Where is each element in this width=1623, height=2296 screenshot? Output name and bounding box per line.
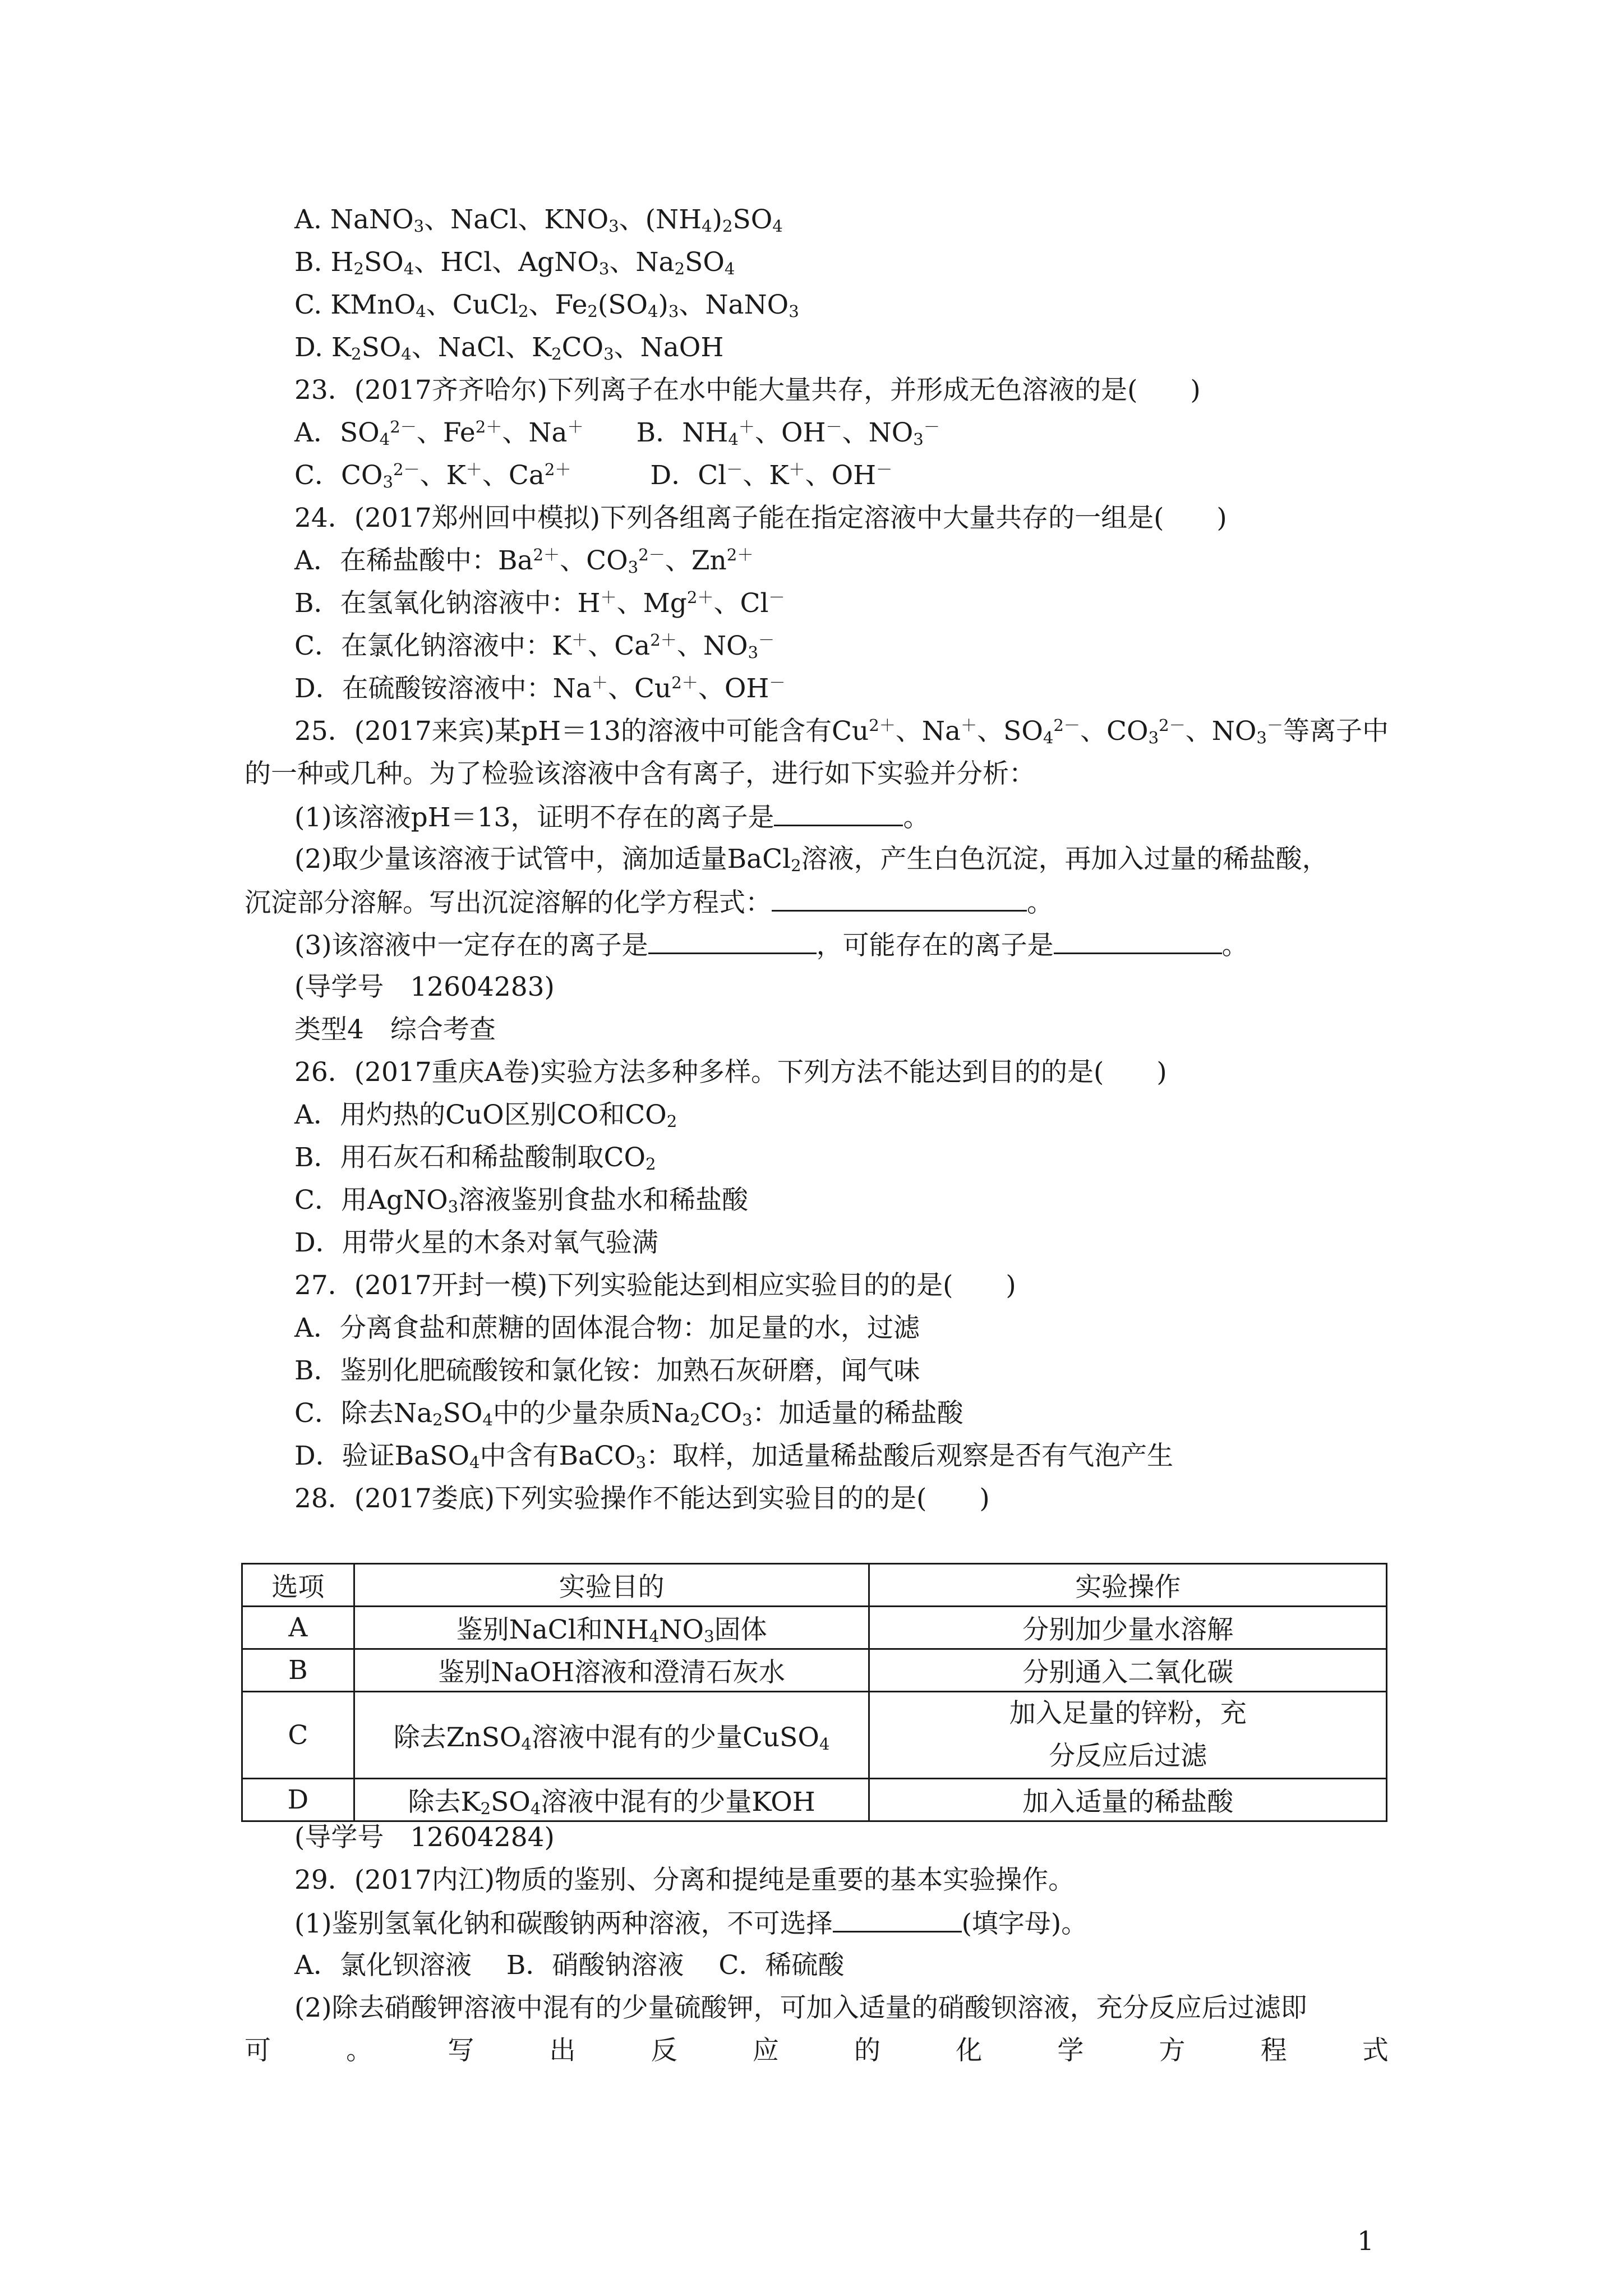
q28-table: [241, 1563, 1387, 1822]
q29-part2-char: 式: [1362, 2035, 1389, 2066]
q23-options-row2: C．$CO_3^{2-}$、K＋、$Ca^{2+}$ D．Cl－、K＋、OH－: [294, 459, 893, 491]
q25-part1: (1)该溶液pH＝13，证明不存在的离子是 。: [294, 800, 929, 835]
q25-part2-line1: (2)取少量该溶液于试管中，滴加适量BaCl$_2$溶液，产生白色沉淀，再加入过量的稀盐酸，: [294, 844, 1329, 875]
q26-option-c: C．用AgNO$_3$溶液鉴别食盐水和稀盐酸: [294, 1185, 749, 1216]
row-operation: 加入足量的锌粉，充 分反应后过滤: [869, 1692, 1387, 1779]
q27-option-a: A．分离食盐和蔗糖的固体混合物：加足量的水，过滤: [294, 1313, 920, 1343]
q24-stem: 24．(2017郑州回中模拟)下列各组离子能在指定溶液中大量共存的一组是( ): [294, 503, 1227, 533]
q29-part2-char: 方: [1159, 2035, 1186, 2066]
table-row: [242, 1607, 1387, 1649]
row-option: D: [242, 1779, 354, 1821]
section-heading-type4: 类型4 综合考查: [294, 1014, 496, 1045]
q29-part2-char: 可: [245, 2035, 271, 2066]
page-number: 1: [1357, 2226, 1374, 2257]
q28-guide-number: (导学号 12604284): [294, 1822, 555, 1853]
q27-option-b: B．鉴别化肥硫酸铵和氯化铵：加熟石灰研磨，闻气味: [294, 1355, 920, 1386]
q29-part2-char: 化: [956, 2035, 983, 2066]
q27-option-d: D．验证BaSO$_4$中含有BaCO$_3$：取样，加适量稀盐酸后观察是否有气泡产生: [294, 1441, 1174, 1472]
q27-stem: 27．(2017开封一模)下列实验能达到相应实验目的的是( ): [294, 1270, 1016, 1301]
q24-option-c: C．在氯化钠溶液中：K＋、$Ca^{2+}$、$NO_3^-$: [294, 630, 775, 662]
row-option: B: [242, 1649, 354, 1692]
q23-stem: 23．(2017齐齐哈尔)下列离子在水中能大量共存，并形成无色溶液的是( ): [294, 375, 1201, 406]
q26-option-d: D．用带火星的木条对氧气验满: [294, 1227, 658, 1258]
row-operation: 分别通入二氧化碳: [869, 1649, 1387, 1692]
table-row: [242, 1649, 1387, 1692]
table-row: [242, 1779, 1387, 1821]
q29-part2-line2: [245, 2034, 1389, 2068]
row-purpose: 除去ZnSO$_4$溶液中混有的少量CuSO$_4$: [354, 1692, 869, 1779]
header-option: 选项: [242, 1564, 354, 1607]
q25-guide-number: (导学号 12604283): [294, 972, 555, 1002]
q25-part3: (3)该溶液中一定存在的离子是 ，可能存在的离子是 。: [294, 928, 1248, 963]
q29-part2-char: 应: [752, 2035, 779, 2066]
q29-part2-char: 的: [854, 2035, 881, 2066]
q24-option-a: A．在稀盐酸中：$Ba^{2+}$、$CO_3^{2-}$、$Zn^{2+}$: [294, 545, 754, 577]
row-option: A: [242, 1607, 354, 1649]
q28-stem: 28．(2017娄底)下列实验操作不能达到实验目的的是( ): [294, 1483, 990, 1514]
q23-options-row1: A．$SO_4^{2-}$、$Fe^{2+}$、Na＋ B．$NH_4^+$、OH－、$NO_3^-$: [294, 417, 940, 449]
q22-option-c: C. KMnO$_4$、CuCl$_2$、$Fe_2(SO_4)_3$、NaNO$_3$: [294, 289, 799, 321]
q26-option-b: B．用石灰石和稀盐酸制取$CO_2$: [294, 1142, 656, 1174]
q29-part2-char: 出: [549, 2035, 576, 2066]
row-operation: 分别加少量水溶解: [869, 1607, 1387, 1649]
q27-option-c: C．除去$Na_2SO_4$中的少量杂质$Na_2CO_3$：加适量的稀盐酸: [294, 1398, 963, 1429]
row-purpose: 鉴别NaCl和$NH_4NO_3$固体: [354, 1607, 869, 1649]
q29-part2-char: 。: [346, 2035, 373, 2066]
q29-part2-char: 程: [1260, 2035, 1287, 2066]
q29-part2-char: 反: [651, 2035, 677, 2066]
row-purpose: 除去$K_2SO_4$溶液中混有的少量KOH: [354, 1779, 869, 1821]
q29-part2-line1: (2)除去硝酸钾溶液中混有的少量硫酸钾，可加入适量的硝酸钡溶液，充分反应后过滤即: [294, 1993, 1307, 2023]
q29-part2-char: 写: [448, 2035, 474, 2066]
header-purpose: 实验目的: [354, 1564, 869, 1607]
row-option: C: [242, 1692, 354, 1779]
q26-stem: 26．(2017重庆A卷)实验方法多种多样。下列方法不能达到目的的是( ): [294, 1057, 1167, 1088]
q29-part1: (1)鉴别氢氧化钠和碳酸钠两种溶液，不可选择 (填字母)。: [294, 1906, 1087, 1941]
q22-option-a: A. NaNO$_3$、NaCl、$KNO_3$、$(NH_4)_2SO_4$: [294, 204, 783, 236]
table-row: [242, 1692, 1387, 1779]
row-purpose: 鉴别NaOH溶液和澄清石灰水: [354, 1649, 869, 1692]
row-operation: 加入适量的稀盐酸: [869, 1779, 1387, 1821]
q26-option-a: A．用灼热的CuO区别CO和$CO_2$: [294, 1099, 677, 1131]
header-operation: 实验操作: [869, 1564, 1387, 1607]
q25-stem-line2: 的一种或几种。为了检验该溶液中含有离子，进行如下实验并分析：: [245, 758, 1035, 789]
q22-option-b: B. $H_2SO_4$、HCl、AgNO$_3$、$Na_2SO_4$: [294, 247, 735, 278]
q25-stem-line1: 25．(2017来宾)某pH＝13的溶液中可能含有$Cu^{2+}$、Na＋、$SO_4^{2-}$、$CO_3^{2-}$、$NO_3^-$等离子中: [294, 715, 1389, 747]
q29-part2-char: 学: [1057, 2035, 1084, 2066]
q25-part2-line2: 沉淀部分溶解。写出沉淀溶解的化学方程式： 。: [245, 885, 1053, 920]
table-header-row: [242, 1564, 1387, 1607]
q29-part1-options: A．氯化钡溶液 B．硝酸钠溶液 C．稀硫酸: [294, 1950, 845, 1981]
q29-stem: 29．(2017内江)物质的鉴别、分离和提纯是重要的基本实验操作。: [294, 1865, 1075, 1895]
q24-option-d: D．在硫酸铵溶液中：Na＋、$Cu^{2+}$、OH－: [294, 673, 786, 704]
q22-option-d: D. $K_2SO_4$、NaCl、$K_2CO_3$、NaOH: [294, 332, 724, 364]
q24-option-b: B．在氢氧化钠溶液中：H＋、$Mg^{2+}$、Cl－: [294, 587, 785, 619]
